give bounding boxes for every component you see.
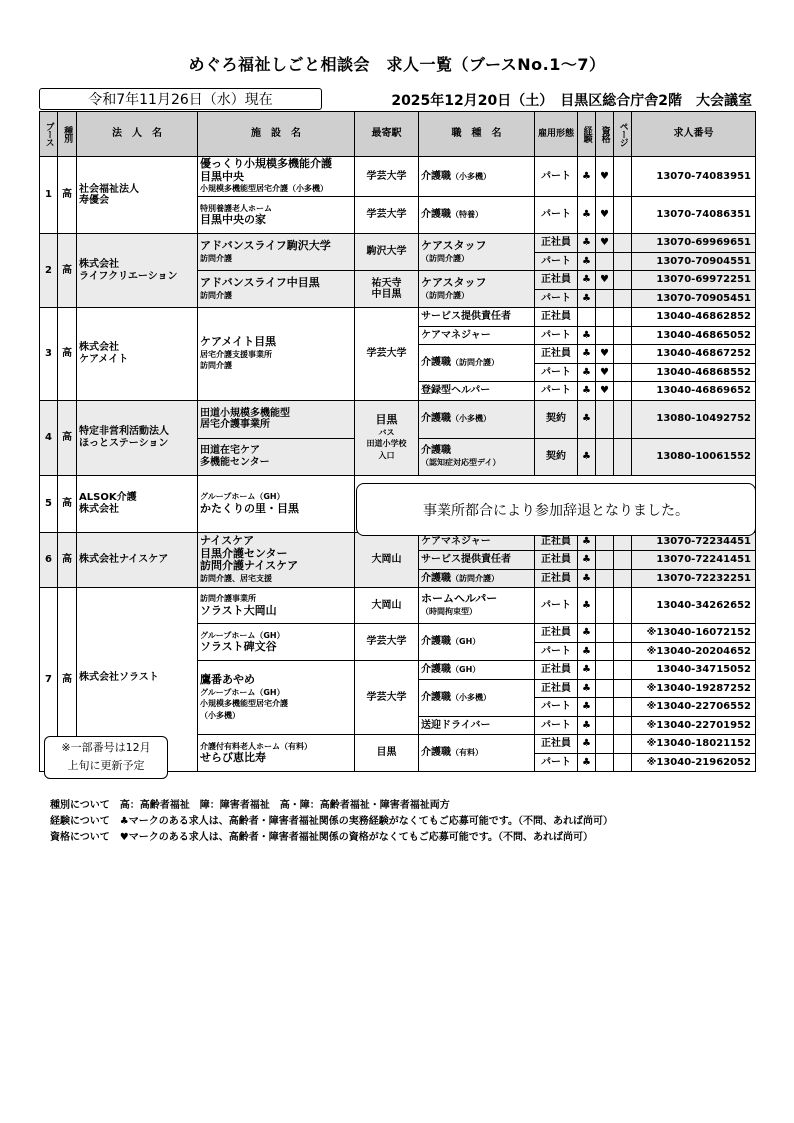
legend-qualification: 資格について ♥マークのある求人は、高齢者・障害者福祉関係の資格がなくてもご応募可能です。（不問、あれば尚可） xyxy=(50,832,593,843)
type-cell: 高 xyxy=(58,475,77,532)
heart-cell xyxy=(596,252,614,271)
employment-type: パート xyxy=(535,698,578,717)
facility-name: 介護付有料老人ホーム（有料） せらび恵比寿 xyxy=(198,735,355,772)
station: 大岡山 xyxy=(355,532,419,588)
club-icon: ♣ xyxy=(578,363,596,382)
heart-cell xyxy=(596,661,614,680)
employment-type: パート xyxy=(535,252,578,271)
job-name: 介護職（特養） xyxy=(419,197,535,234)
job-number: 13040-46867252 xyxy=(632,345,756,364)
page-cell xyxy=(614,716,632,735)
club-icon: ♣ xyxy=(578,679,596,698)
header-job: 職 種 名 xyxy=(419,112,535,157)
heart-cell xyxy=(596,698,614,717)
job-number: 13080-10061552 xyxy=(632,438,756,475)
page-cell xyxy=(614,252,632,271)
job-number: ※13040-22706552 xyxy=(632,698,756,717)
station: 目黒 バス 田道小学校 入口 xyxy=(355,400,419,475)
legend-experience: 経験について ♣マークのある求人は、高齢者・障害者福祉関係の実務経験がなくてもご応募可能です。（不問、あれば尚可） xyxy=(50,816,613,827)
booth-number: 3 xyxy=(40,308,58,401)
heart-icon: ♥ xyxy=(596,197,614,234)
table-row xyxy=(40,308,756,327)
club-icon: ♣ xyxy=(578,382,596,401)
employment-type: 正社員 xyxy=(535,569,578,588)
header-employment: 雇用形態 xyxy=(535,112,578,157)
employment-type: パート xyxy=(535,716,578,735)
heart-cell xyxy=(596,753,614,772)
booth-number: 2 xyxy=(40,234,58,308)
job-name: 介護職（小多機） xyxy=(419,679,535,716)
legend-type: 種別について 高：高齢者福祉 障：障害者福祉 高・障：高齢者福祉・障害者福祉両方 xyxy=(50,800,450,811)
page-cell xyxy=(614,624,632,643)
employment-type: パート xyxy=(535,382,578,401)
booth-number: 1 xyxy=(40,157,58,234)
job-number: ※13040-21962052 xyxy=(632,753,756,772)
corp-name: 社会福祉法人 寿優会 xyxy=(77,157,198,234)
header-qualification: 資格 xyxy=(596,112,614,157)
employment-type: パート xyxy=(535,157,578,197)
type-cell: 高 xyxy=(58,308,77,401)
update-note: ※一部番号は12月 上旬に更新予定 xyxy=(44,736,168,779)
heart-cell xyxy=(596,642,614,661)
employment-type: 正社員 xyxy=(535,308,578,327)
job-name: 送迎ドライバー xyxy=(419,716,535,735)
header-facility: 施 設 名 xyxy=(198,112,355,157)
page-cell xyxy=(614,753,632,772)
facility-name: アドバンスライフ駒沢大学 訪問介護 xyxy=(198,234,355,271)
facility-name: ナイスケア 目黒介護センター 訪問介護ナイスケア 訪問介護、居宅支援 xyxy=(198,532,355,588)
job-number: 13070-74083951 xyxy=(632,157,756,197)
job-number: 13070-70904551 xyxy=(632,252,756,271)
job-number: 13080-10492752 xyxy=(632,400,756,438)
page-cell xyxy=(614,661,632,680)
employment-type: パート xyxy=(535,289,578,308)
heart-cell xyxy=(596,438,614,475)
declined-notice: 事業所都合により参加辞退となりました。 xyxy=(356,483,756,536)
job-name: ケアスタッフ （訪問介護） xyxy=(419,234,535,271)
club-icon: ♣ xyxy=(578,400,596,438)
job-name: 介護職（小多機） xyxy=(419,400,535,438)
job-number: 13070-69972251 xyxy=(632,271,756,290)
heart-icon: ♥ xyxy=(596,234,614,253)
heart-icon: ♥ xyxy=(596,382,614,401)
heart-icon: ♥ xyxy=(596,157,614,197)
header-booth: ブース xyxy=(40,112,58,157)
job-number: 13040-46868552 xyxy=(632,363,756,382)
job-number: 13040-46865052 xyxy=(632,326,756,345)
station: 学芸大学 xyxy=(355,197,419,234)
heart-cell xyxy=(596,400,614,438)
job-name: サービス提供責任者 xyxy=(419,551,535,570)
job-name: ケアマネジャー xyxy=(419,326,535,345)
corp-name: ALSOK介護 株式会社 xyxy=(77,475,198,532)
corp-name: 株式会社ソラスト xyxy=(77,588,198,772)
employment-type: 正社員 xyxy=(535,234,578,253)
page-cell xyxy=(614,382,632,401)
job-number: ※13040-18021152 xyxy=(632,735,756,754)
job-number: 13040-46862852 xyxy=(632,308,756,327)
page-cell xyxy=(614,289,632,308)
page-cell xyxy=(614,588,632,624)
employment-type: 正社員 xyxy=(535,679,578,698)
club-icon: ♣ xyxy=(578,234,596,253)
employment-type: 契約 xyxy=(535,438,578,475)
type-cell: 高 xyxy=(58,588,77,772)
heart-icon: ♥ xyxy=(596,271,614,290)
employment-type: パート xyxy=(535,753,578,772)
heart-cell xyxy=(596,326,614,345)
page-cell xyxy=(614,551,632,570)
employment-type: 正社員 xyxy=(535,271,578,290)
job-number: 13070-69969651 xyxy=(632,234,756,253)
page-cell xyxy=(614,363,632,382)
job-number: 13040-46869652 xyxy=(632,382,756,401)
table-row xyxy=(40,588,756,624)
job-listing-table xyxy=(39,111,756,772)
employment-type: パート xyxy=(535,363,578,382)
employment-type: 正社員 xyxy=(535,345,578,364)
club-icon: ♣ xyxy=(578,551,596,570)
station: 学芸大学 xyxy=(355,308,419,401)
type-cell: 高 xyxy=(58,532,77,588)
facility-name: 訪問介護事業所 ソラスト大岡山 xyxy=(198,588,355,624)
header-type: 種別 xyxy=(58,112,77,157)
job-name: 介護職（小多機） xyxy=(419,157,535,197)
job-number: ※13040-22701952 xyxy=(632,716,756,735)
heart-cell xyxy=(596,551,614,570)
club-icon: ♣ xyxy=(578,289,596,308)
type-cell: 高 xyxy=(58,400,77,475)
employment-type: パート xyxy=(535,642,578,661)
station: 学芸大学 xyxy=(355,157,419,197)
job-number: 13070-72234451 xyxy=(632,532,756,551)
club-icon: ♣ xyxy=(578,716,596,735)
club-icon: ♣ xyxy=(578,624,596,643)
page-cell xyxy=(614,326,632,345)
club-icon: ♣ xyxy=(578,345,596,364)
page-cell xyxy=(614,157,632,197)
legend xyxy=(50,798,613,846)
job-number: ※13040-16072152 xyxy=(632,624,756,643)
facility-name: グループホーム（GH） かたくりの里・目黒 xyxy=(198,475,355,532)
corp-name: 株式会社ナイスケア xyxy=(77,532,198,588)
page-cell xyxy=(614,735,632,754)
page-cell xyxy=(614,679,632,698)
facility-name: 田道在宅ケア 多機能センター xyxy=(198,438,355,475)
heart-cell xyxy=(596,624,614,643)
header-page: ページ xyxy=(614,112,632,157)
heart-cell xyxy=(596,588,614,624)
club-icon: ♣ xyxy=(578,532,596,551)
employment-type: 正社員 xyxy=(535,661,578,680)
station: 学芸大学 xyxy=(355,624,419,661)
club-icon: ♣ xyxy=(578,735,596,754)
employment-type: 正社員 xyxy=(535,624,578,643)
job-name: 介護職（訪問介護） xyxy=(419,345,535,382)
club-icon: ♣ xyxy=(578,157,596,197)
facility-name: グループホーム（GH） ソラスト碑文谷 xyxy=(198,624,355,661)
table-row xyxy=(40,234,756,253)
facility-name: アドバンスライフ中目黒 訪問介護 xyxy=(198,271,355,308)
club-icon: ♣ xyxy=(578,252,596,271)
club-icon: ♣ xyxy=(578,326,596,345)
job-number: 13070-72232251 xyxy=(632,569,756,588)
type-cell: 高 xyxy=(58,234,77,308)
job-name: 登録型ヘルパー xyxy=(419,382,535,401)
job-name: ホームヘルパー （時間拘束型） xyxy=(419,588,535,624)
facility-name: 鷹番あやめ グループホーム（GH） 小規模多機能型居宅介護 （小多機） xyxy=(198,661,355,735)
heart-cell xyxy=(596,308,614,327)
employment-type: 正社員 xyxy=(535,551,578,570)
header-experience: 経験 xyxy=(578,112,596,157)
club-cell xyxy=(578,308,596,327)
club-icon: ♣ xyxy=(578,661,596,680)
page-cell xyxy=(614,438,632,475)
facility-name: 田道小規模多機能型 居宅介護事業所 xyxy=(198,400,355,438)
booth-number: 4 xyxy=(40,400,58,475)
club-icon: ♣ xyxy=(578,642,596,661)
station: 大岡山 xyxy=(355,588,419,624)
job-name: 介護職 （認知症対応型デイ） xyxy=(419,438,535,475)
job-number: 13040-34262652 xyxy=(632,588,756,624)
job-number: 13040-34715052 xyxy=(632,661,756,680)
club-icon: ♣ xyxy=(578,588,596,624)
booth-number: 7 xyxy=(40,588,58,772)
club-icon: ♣ xyxy=(578,698,596,717)
employment-type: パート xyxy=(535,326,578,345)
page-cell xyxy=(614,308,632,327)
table-row xyxy=(40,157,756,197)
facility-name: 特別養護老人ホーム 目黒中央の家 xyxy=(198,197,355,234)
page-cell xyxy=(614,400,632,438)
heart-cell xyxy=(596,569,614,588)
job-number: 13070-74086351 xyxy=(632,197,756,234)
job-number: ※13040-19287252 xyxy=(632,679,756,698)
job-name: 介護職（訪問介護） xyxy=(419,569,535,588)
header-station: 最寄駅 xyxy=(355,112,419,157)
facility-name: 優っくり小規模多機能介護 目黒中央 小規模多機能型居宅介護（小多機） xyxy=(198,157,355,197)
event-info: 2025年12月20日（土） 目黒区総合庁舎2階 大会議室 xyxy=(391,93,752,109)
heart-cell xyxy=(596,716,614,735)
employment-type: パート xyxy=(535,588,578,624)
page-cell xyxy=(614,569,632,588)
header-number: 求人番号 xyxy=(632,112,756,157)
type-cell: 高 xyxy=(58,157,77,234)
as-of-date: 令和7年11月26日（水）現在 xyxy=(39,88,322,110)
club-icon: ♣ xyxy=(578,197,596,234)
job-name: サービス提供責任者 xyxy=(419,308,535,327)
club-icon: ♣ xyxy=(578,438,596,475)
station: 目黒 xyxy=(355,735,419,772)
heart-icon: ♥ xyxy=(596,345,614,364)
corp-name: 株式会社 ライフクリエーション xyxy=(77,234,198,308)
header-corp: 法 人 名 xyxy=(77,112,198,157)
club-icon: ♣ xyxy=(578,271,596,290)
heart-cell xyxy=(596,735,614,754)
page-cell xyxy=(614,345,632,364)
job-number: 13070-72241451 xyxy=(632,551,756,570)
job-name: ケアスタッフ （訪問介護） xyxy=(419,271,535,308)
heart-icon: ♥ xyxy=(596,363,614,382)
job-name: 介護職（GH） xyxy=(419,624,535,661)
corp-name: 株式会社 ケアメイト xyxy=(77,308,198,401)
table-row xyxy=(40,400,756,438)
page-cell xyxy=(614,642,632,661)
heart-cell xyxy=(596,679,614,698)
job-name: 介護職（GH） xyxy=(419,661,535,680)
page-title: めぐろ福祉しごと相談会 求人一覧（ブースNo.1～7） xyxy=(188,55,606,74)
employment-type: 正社員 xyxy=(535,532,578,551)
page-cell xyxy=(614,698,632,717)
job-number: 13070-70905451 xyxy=(632,289,756,308)
job-number: ※13040-20204652 xyxy=(632,642,756,661)
heart-cell xyxy=(596,289,614,308)
page-cell xyxy=(614,271,632,290)
facility-name: ケアメイト目黒 居宅介護支援事業所 訪問介護 xyxy=(198,308,355,401)
employment-type: 契約 xyxy=(535,400,578,438)
page-cell xyxy=(614,197,632,234)
club-icon: ♣ xyxy=(578,569,596,588)
employment-type: 正社員 xyxy=(535,735,578,754)
station: 祐天寺 中目黒 xyxy=(355,271,419,308)
page-cell xyxy=(614,234,632,253)
booth-number: 6 xyxy=(40,532,58,588)
corp-name: 特定非営利活動法人 ほっとステーション xyxy=(77,400,198,475)
booth-number: 5 xyxy=(40,475,58,532)
job-name: 介護職（有料） xyxy=(419,735,535,772)
job-name: ケアマネジャー xyxy=(419,532,535,551)
station: 学芸大学 xyxy=(355,661,419,735)
employment-type: パート xyxy=(535,197,578,234)
club-icon: ♣ xyxy=(578,753,596,772)
station: 駒沢大学 xyxy=(355,234,419,271)
